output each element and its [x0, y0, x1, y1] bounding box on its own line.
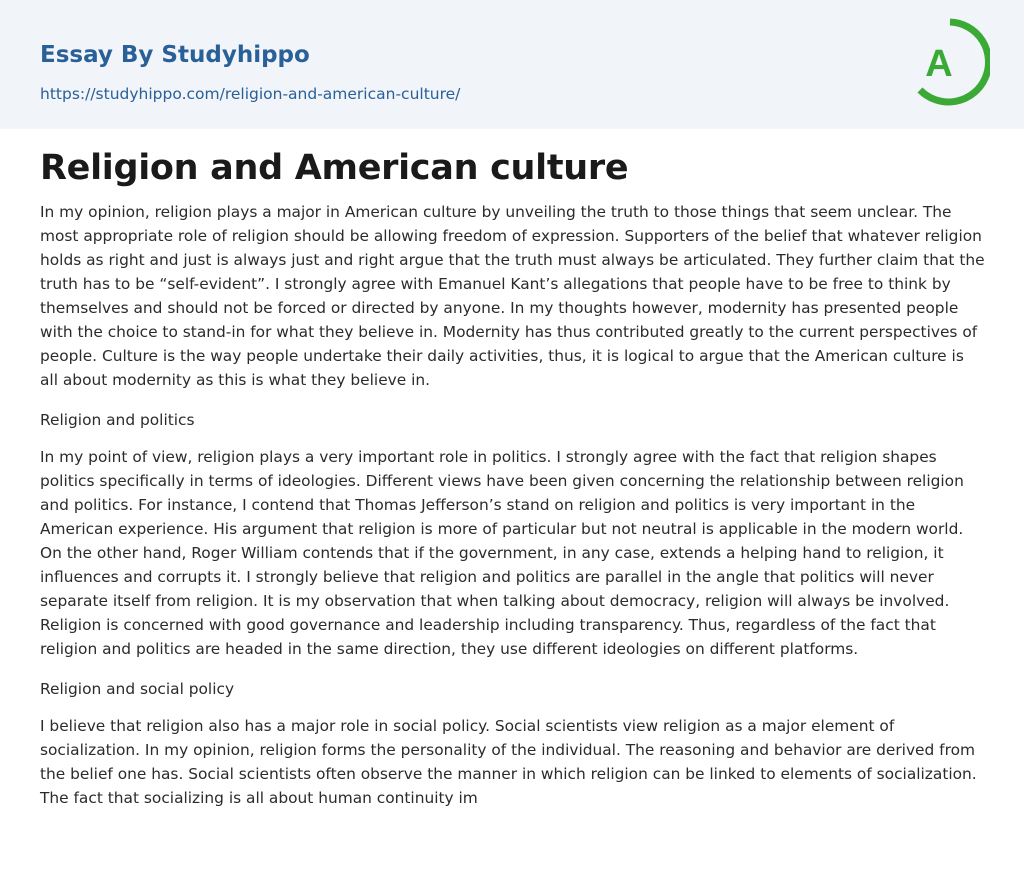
site-title: Essay By Studyhippo — [40, 42, 310, 68]
article — [40, 146, 986, 826]
paragraph-intro: In my opinion, religion plays a major in American culture by unveiling the truth to those things that seem unclear. The most appropriate role of religion should be allowing freedom of expression. Supporters of the belief that whatever religion holds as right and just is always just and right argue that the truth must always be articulated. They further claim that the truth has to be “self-evident”. I strongly agree with Emanuel Kant’s allegations that people have to be free to think by themselves and should not be forced or directed by anyone. In my thoughts however, modernity has presented people with the choice to stand-in for what they believe in. Modernity has thus contributed greatly to the current perspectives of people. Culture is the way people undertake their daily activities, thus, it is logical to argue that the American culture is all about modernity as this is what they believe in. — [40, 203, 985, 389]
section-heading-social-policy: Religion and social policy — [40, 680, 235, 698]
paragraph-social-policy: I believe that religion also has a major role in social policy. Social scientists view religion as a major element of socialization. In my opinion, religion forms the personality of the individual. The reasoning and behavior are derived from the belief one has. Social scientists often observe the manner in which religion can be linked to elements of socialization. The fact that socializing is all about human continuity im — [40, 717, 977, 807]
essay-url-link[interactable]: https://studyhippo.com/religion-and-american-culture/ — [40, 85, 461, 103]
paragraph-politics: In my point of view, religion plays a very important role in politics. I strongly agree with the fact that religion shapes politics specifically in terms of ideologies. Different views have been given concerning the relationship between religion and politics. For instance, I contend that Thomas Jefferson’s stand on religion and politics is very important in the American experience. His argument that religion is more of particular but not neutral is applicable in the modern world. On the other hand, Roger William contends that if the government, in any case, extends a helping hand to religion, it influences and corrupts it. I strongly believe that religion and politics are parallel in the angle that politics will never separate itself from religion. It is my observation that when talking about democracy, religion will always be involved. Religion is concerned with good governance and leadership including transparency. Thus, regardless of the fact that religion and politics are headed in the same direction, they use different ideologies on different platforms. — [40, 448, 964, 658]
section-heading-politics: Religion and politics — [40, 411, 195, 429]
page-title: Religion and American culture — [40, 148, 629, 188]
logo-letter: A — [925, 43, 953, 85]
studyhippo-logo-icon[interactable] — [910, 18, 990, 106]
site-header — [0, 0, 1024, 129]
